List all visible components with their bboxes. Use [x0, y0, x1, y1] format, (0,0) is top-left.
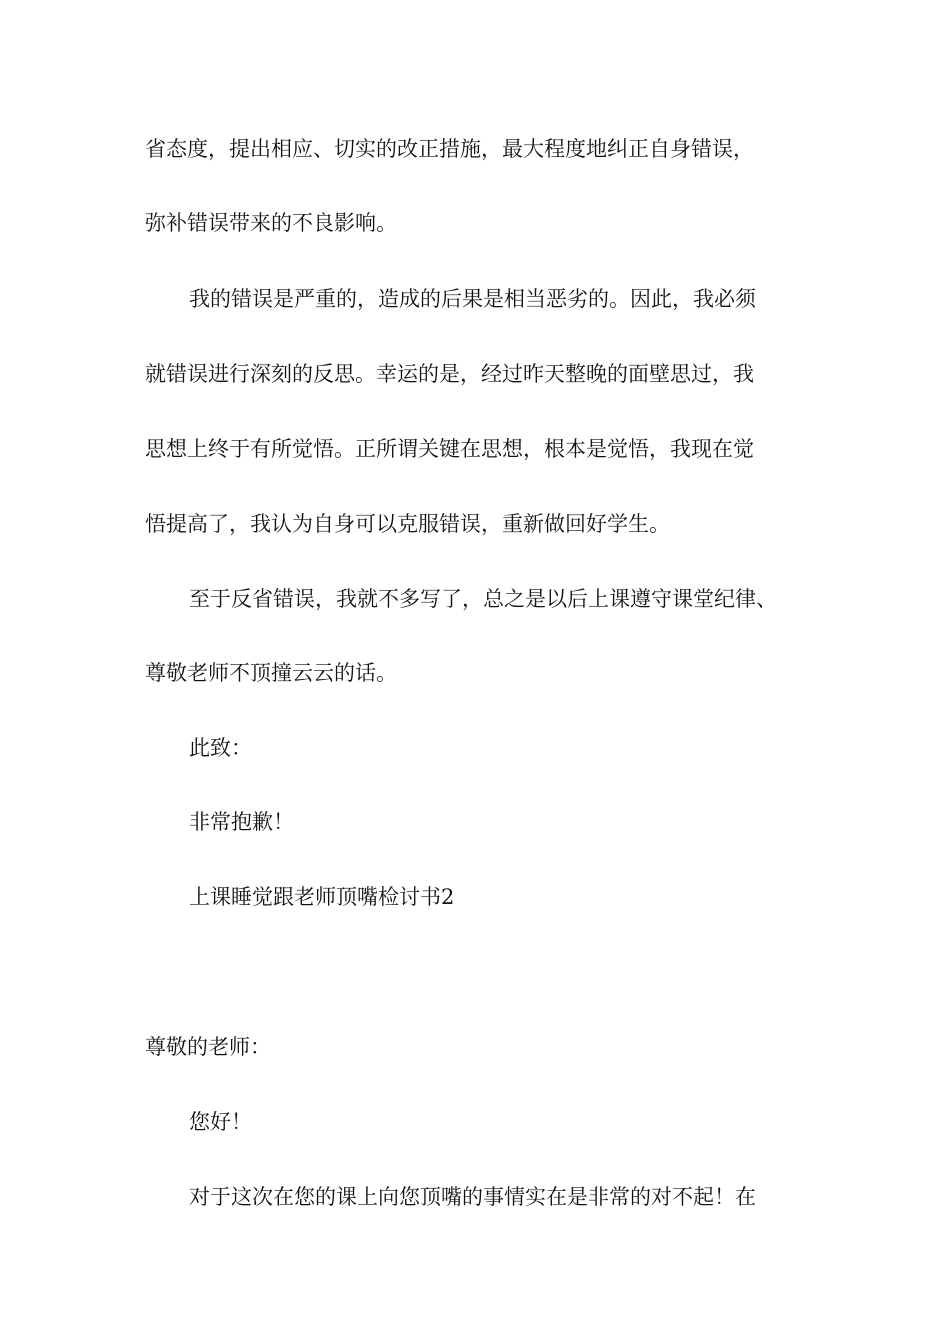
closing-salutation: 此致：	[189, 736, 252, 760]
paragraph-line: 尊敬老师不顶撞云云的话。	[145, 661, 397, 685]
paragraph-line: 悟提高了，我认为自身可以克服错误，重新做回好学生。	[145, 512, 670, 536]
section-title: 上课睡觉跟老师顶嘴检讨书2	[189, 885, 455, 909]
paragraph-line: 思想上终于有所觉悟。正所谓关键在思想，根本是觉悟，我现在觉	[145, 437, 754, 461]
paragraph-line: 弥补错误带来的不良影响。	[145, 211, 397, 235]
paragraph-line: 至于反省错误，我就不多写了，总之是以后上课遵守课堂纪律、	[189, 587, 777, 611]
paragraph-line: 省态度，提出相应、切实的改正措施，最大程度地纠正自身错误，	[145, 137, 754, 161]
greeting-hello: 您好！	[189, 1110, 252, 1134]
paragraph-line: 我的错误是严重的，造成的后果是相当恶劣的。因此，我必须	[189, 287, 756, 311]
greeting-recipient: 尊敬的老师：	[145, 1035, 271, 1059]
paragraph-line: 对于这次在您的课上向您顶嘴的事情实在是非常的对不起！在	[189, 1185, 756, 1209]
closing-apology: 非常抱歉！	[189, 810, 294, 834]
paragraph-line: 就错误进行深刻的反思。幸运的是，经过昨天整晚的面壁思过，我	[145, 362, 754, 386]
